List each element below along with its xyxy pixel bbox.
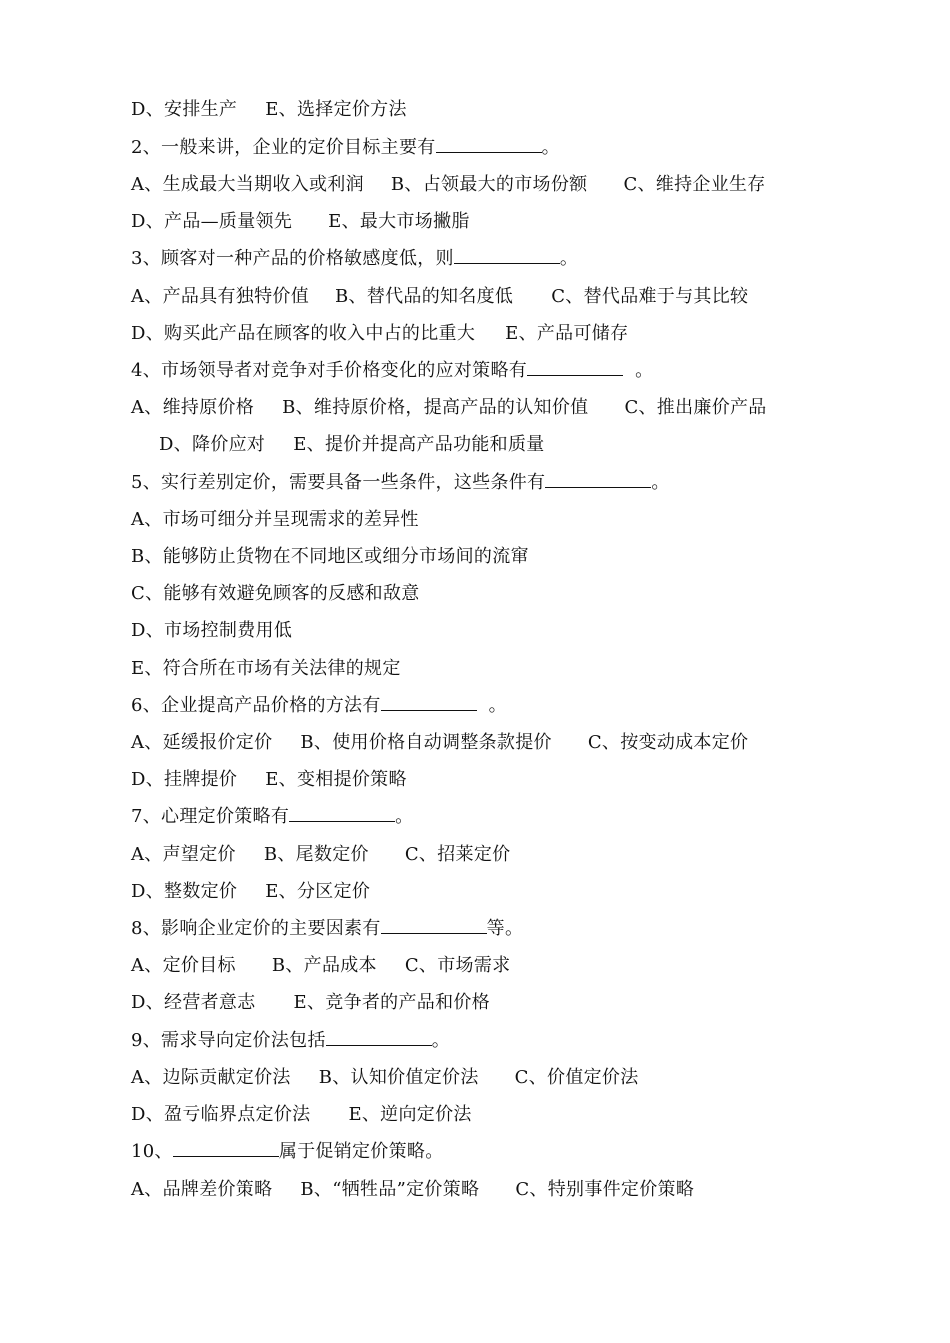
option-line xyxy=(131,880,370,904)
question-9 xyxy=(131,1029,450,1053)
option-c: C、替代品难于与其比较 xyxy=(551,286,749,307)
question-end: 等。 xyxy=(486,918,524,939)
answer-blank[interactable] xyxy=(326,1031,432,1046)
question-10 xyxy=(131,1140,444,1164)
option-line xyxy=(131,1103,472,1127)
question-6 xyxy=(131,694,507,718)
question-8 xyxy=(131,917,523,941)
answer-blank[interactable] xyxy=(545,473,651,488)
question-end: 。 xyxy=(559,248,579,269)
option-b: B、产品成本 xyxy=(271,955,377,976)
option-c: C、特别事件定价策略 xyxy=(515,1179,695,1200)
option-d: D、盈亏临界点定价法 xyxy=(131,1104,311,1125)
question-end: 。 xyxy=(488,695,507,716)
option-a: A、声望定价 xyxy=(131,844,236,865)
option-c: C、招莱定价 xyxy=(404,844,511,865)
question-text: 4、市场领导者对竞争对手价格变化的应对策略有 xyxy=(131,360,528,381)
option-d: D、产品—质量领先 xyxy=(131,211,293,232)
question-3 xyxy=(131,247,578,271)
answer-blank[interactable] xyxy=(381,696,477,711)
question-4 xyxy=(131,359,653,383)
question-7 xyxy=(131,805,413,829)
question-end: 。 xyxy=(651,472,670,493)
option-e: E、产品可储存 xyxy=(505,323,629,344)
option-c: C、市场需求 xyxy=(404,955,511,976)
option-d: D、市场控制费用低 xyxy=(131,620,293,641)
answer-blank[interactable] xyxy=(381,919,487,934)
option-a: A、品牌差价策略 xyxy=(131,1179,273,1200)
option-b: B、“牺牲品”定价策略 xyxy=(300,1179,480,1200)
question-text: 10、 xyxy=(131,1141,173,1162)
option-a: A、延缓报价定价 xyxy=(131,732,273,753)
question-text: 6、企业提高产品价格的方法有 xyxy=(131,695,381,716)
answer-blank[interactable] xyxy=(173,1142,279,1157)
option-line xyxy=(131,173,766,197)
option-c: C、维持企业生存 xyxy=(623,174,766,195)
option-line xyxy=(131,396,767,420)
option-e: E、符合所在市场有关法律的规定 xyxy=(131,658,401,679)
question-text: 3、顾客对一种产品的价格敏感度低，则 xyxy=(131,248,454,269)
option-d: D、降价应对 xyxy=(159,434,266,455)
option-a: A、定价目标 xyxy=(131,955,236,976)
question-text: 5、实行差别定价，需要具备一些条件，这些条件有 xyxy=(131,472,546,493)
option-e: E、最大市场撇脂 xyxy=(328,211,470,232)
option-b: B、替代品的知名度低 xyxy=(335,286,514,307)
option-e: E、逆向定价法 xyxy=(348,1104,472,1125)
option-e: E、提价并提高产品功能和质量 xyxy=(293,434,545,455)
option-b: B、认知价值定价法 xyxy=(318,1067,479,1088)
option-line xyxy=(131,285,748,309)
option-c: C、推出廉价产品 xyxy=(624,397,767,418)
option-d: D、挂牌提价 xyxy=(131,769,238,790)
question-text: 7、心理定价策略有 xyxy=(131,806,290,827)
option-b: B、维持原价格，提高产品的认知价值 xyxy=(282,397,589,418)
option-line xyxy=(131,843,510,867)
option-c: C、价值定价法 xyxy=(514,1067,639,1088)
option-line xyxy=(131,768,407,792)
answer-blank[interactable] xyxy=(527,361,623,376)
answer-blank[interactable] xyxy=(436,138,542,153)
option-d: D、经营者意志 xyxy=(131,992,256,1013)
option-line xyxy=(131,98,407,122)
answer-blank[interactable] xyxy=(454,249,560,264)
option-e: E、变相提价策略 xyxy=(265,769,407,790)
option-a: A、生成最大当期收入或利润 xyxy=(131,174,364,195)
question-end: 。 xyxy=(395,806,414,827)
option-line xyxy=(159,433,545,457)
question-end: 属于促销定价策略。 xyxy=(278,1141,444,1162)
option-line xyxy=(131,1178,694,1202)
option-c: C、按变动成本定价 xyxy=(587,732,749,753)
option-a: A、维持原价格 xyxy=(131,397,255,418)
question-5 xyxy=(131,471,670,495)
answer-blank[interactable] xyxy=(289,807,395,822)
option-line xyxy=(131,1066,639,1090)
option-line xyxy=(131,731,748,755)
option-a: A、边际贡献定价法 xyxy=(131,1067,291,1088)
question-text: 2、一般来讲，企业的定价目标主要有 xyxy=(131,137,436,158)
option-b: B、使用价格自动调整条款提价 xyxy=(300,732,552,753)
option-line xyxy=(131,991,490,1015)
option-d: D、购买此产品在顾客的收入中占的比重大 xyxy=(131,323,476,344)
question-2 xyxy=(131,136,560,160)
option-e: E、竞争者的产品和价格 xyxy=(293,992,490,1013)
option-e: E、分区定价 xyxy=(265,881,371,902)
option-line xyxy=(131,210,470,234)
option-b: B、尾数定价 xyxy=(263,844,369,865)
question-end: 。 xyxy=(635,360,654,381)
option-e: E、选择定价方法 xyxy=(265,99,407,120)
option-b: B、能够防止货物在不同地区或细分市场间的流窜 xyxy=(131,546,529,567)
option-d: D、安排生产 xyxy=(131,99,238,120)
question-end: 。 xyxy=(431,1030,451,1051)
option-a: A、产品具有独特价值 xyxy=(131,286,309,307)
question-text: 9、需求导向定价法包括 xyxy=(131,1030,326,1051)
option-line xyxy=(131,322,628,346)
question-end: 。 xyxy=(541,137,560,158)
question-text: 8、影响企业定价的主要因素有 xyxy=(131,918,381,939)
option-b: B、占领最大的市场份额 xyxy=(390,174,588,195)
option-d: D、整数定价 xyxy=(131,881,238,902)
option-a: A、市场可细分并呈现需求的差异性 xyxy=(131,509,419,530)
option-c: C、能够有效避免顾客的反感和敌意 xyxy=(131,583,420,604)
option-line xyxy=(131,954,510,978)
